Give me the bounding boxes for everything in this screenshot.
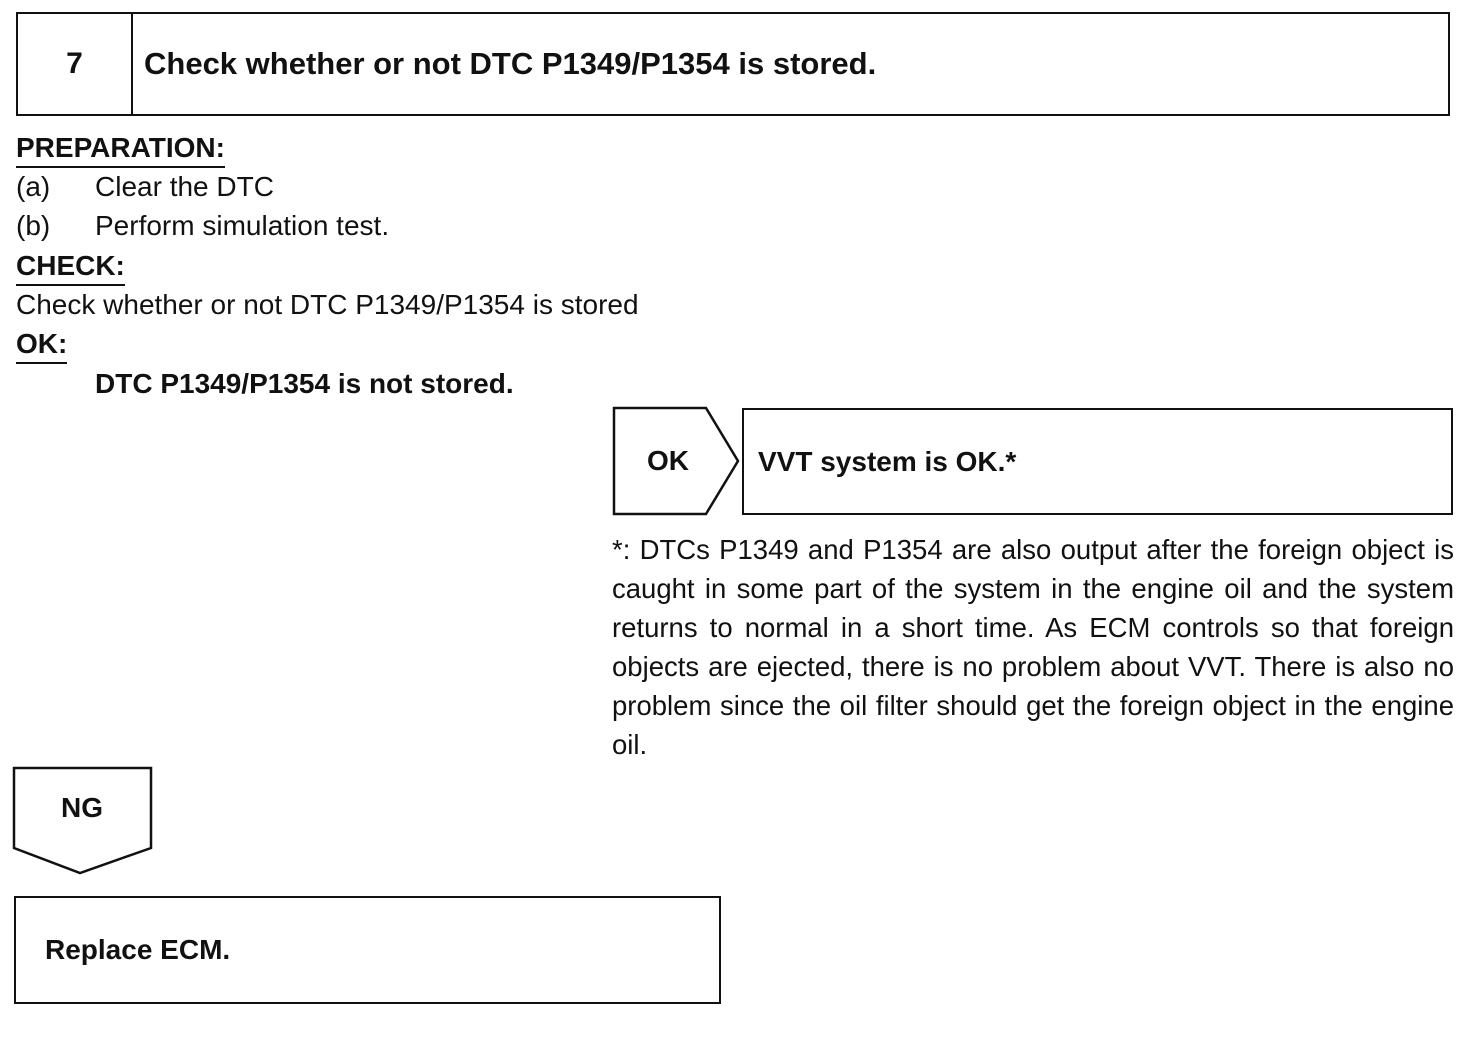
ok-branch-label: OK (647, 445, 689, 476)
check-label: CHECK: (16, 250, 125, 281)
check-text: Check whether or not DTC P1349/P1354 is stored (16, 289, 639, 320)
ok-criteria-text: DTC P1349/P1354 is not stored. (95, 368, 514, 399)
step-number: 7 (18, 14, 133, 114)
preparation-item-a (16, 173, 274, 201)
preparation-item-b (16, 212, 389, 240)
item-text: Clear the DTC (95, 171, 274, 202)
ok-result-box (742, 408, 1453, 515)
step-title: Check whether or not DTC P1349/P1354 is stored. (144, 46, 877, 81)
footnote: *: DTCs P1349 and P1354 are also output after the foreign object is caught in some part of the system in the engine oil and the system returns to normal in a short time. As ECM controls so that foreign objects are ejected, there is no problem about VVT. There is also no problem since the oil filter should get the foreign object in the engine oil. (612, 534, 1454, 760)
item-marker: (b) (16, 210, 51, 241)
item-text: Perform simulation test. (95, 210, 390, 241)
ng-result-box (14, 896, 721, 1004)
step-header (16, 12, 1450, 116)
ng-branch-label: NG (61, 792, 103, 823)
ok-result-text: VVT system is OK.* (758, 445, 1017, 477)
ng-result-text: Replace ECM. (45, 934, 231, 965)
item-marker: (a) (16, 171, 51, 202)
preparation-label: PREPARATION: (16, 132, 225, 163)
ok-criteria-label: OK: (16, 328, 68, 359)
